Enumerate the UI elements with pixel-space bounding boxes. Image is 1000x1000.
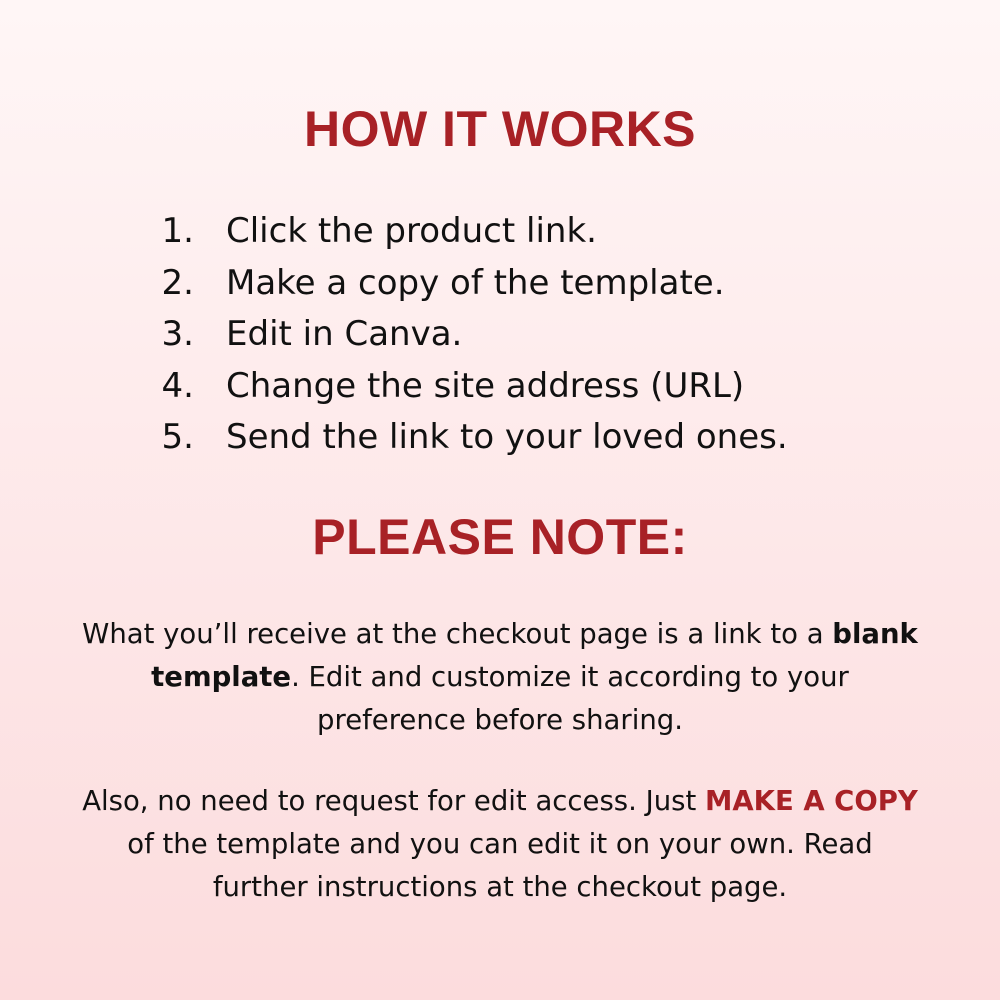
please-note-heading: PLEASE NOTE: <box>312 509 688 565</box>
step-text: Change the site address (URL) <box>226 365 745 406</box>
note-paragraph-make-copy <box>80 780 920 909</box>
step-item <box>0 412 1000 464</box>
note-text: . Edit and customize it according to your preference before sharing. <box>291 661 849 736</box>
step-text: Click the product link. <box>226 211 597 251</box>
make-a-copy-emphasis: MAKE A COPY <box>705 785 918 817</box>
step-item <box>0 361 1000 413</box>
step-number: 3. <box>161 314 194 354</box>
blank-template-emphasis: blank template <box>151 618 918 693</box>
step-number: 1. <box>161 211 194 251</box>
how-it-works-heading: HOW IT WORKS <box>303 101 697 157</box>
note-text: Also, no need to request for edit access. Just <box>82 785 705 817</box>
step-text: Edit in Canva. <box>226 314 463 354</box>
step-text: Send the link to your loved ones. <box>226 417 788 457</box>
step-number: 4. <box>161 365 194 406</box>
note-text: of the template and you can edit it on your own. Read further instructions at the checkout page. <box>127 828 873 903</box>
note-text: What you’ll receive at the checkout page is a link to a <box>82 618 833 650</box>
note-paragraph-blank-template <box>80 613 920 742</box>
step-number: 5. <box>161 417 194 457</box>
step-item <box>0 206 1000 258</box>
step-item <box>0 258 1000 310</box>
step-number: 2. <box>161 262 194 303</box>
step-item <box>0 309 1000 361</box>
steps-list <box>0 206 1000 464</box>
step-text: Make a copy of the template. <box>226 262 725 303</box>
